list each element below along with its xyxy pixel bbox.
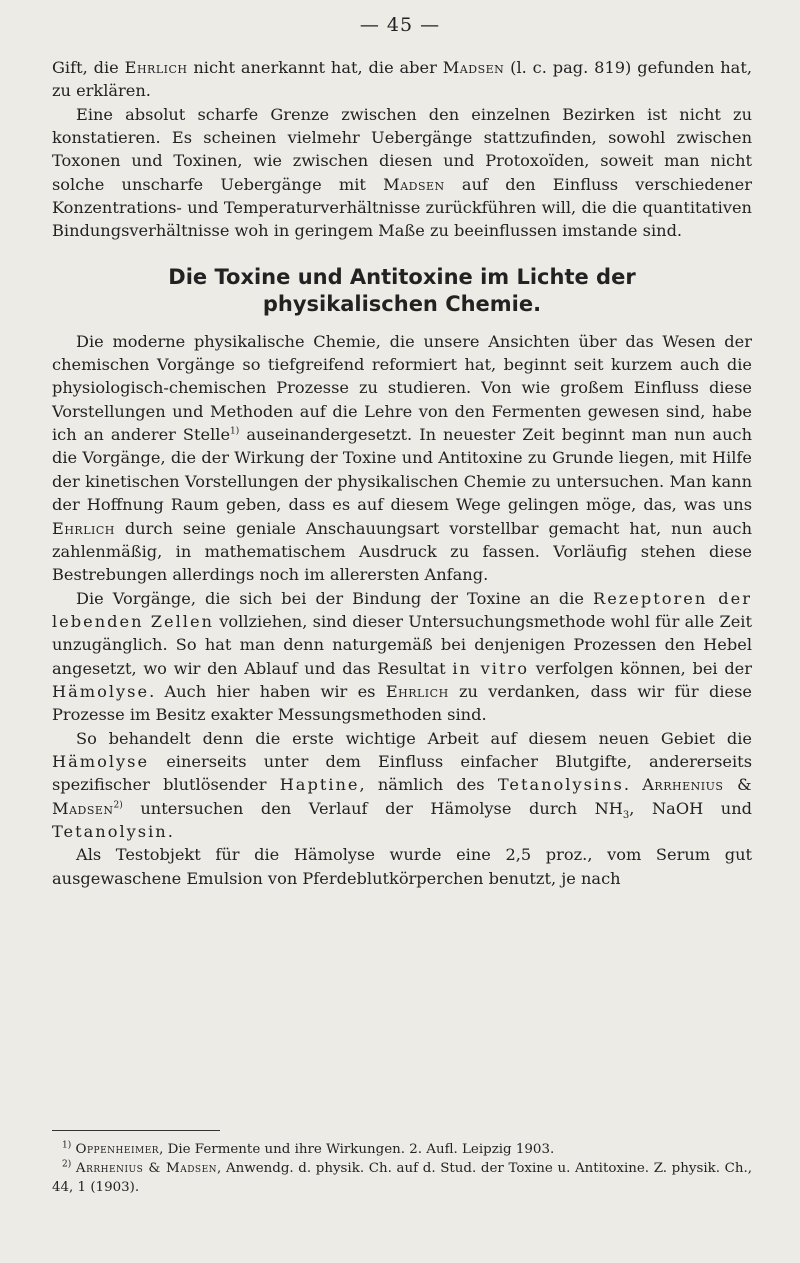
- heading-line-1: Die Toxine und Antitoxine im Lichte der: [168, 264, 636, 289]
- spaced-term: Haptine: [279, 775, 360, 795]
- footnote-divider: [52, 1130, 220, 1131]
- section-heading: [52, 264, 752, 318]
- footnote-author: Arrhenius & Madsen: [75, 1161, 218, 1176]
- footnote-ref-1: 1): [230, 426, 240, 437]
- spaced-term: Tetanolysin: [52, 821, 168, 841]
- text-run: .: [623, 775, 643, 795]
- footnotes: [52, 1140, 752, 1197]
- footnote-ref-2: 2): [113, 800, 123, 811]
- text-run: So behandelt denn die erste wichtige Arbeit auf diesem neuen Gebiet die: [76, 728, 752, 748]
- text-run: .: [167, 821, 173, 841]
- author-name: Madsen: [442, 58, 505, 77]
- main-text: [52, 56, 752, 890]
- paragraph-1: [52, 56, 752, 103]
- author-name: Arrhenius & Madsen: [52, 775, 752, 818]
- subscript: 3: [622, 809, 630, 821]
- text-run: nicht anerkannt hat, die aber: [187, 58, 443, 77]
- text-run: Gift, die: [52, 58, 125, 77]
- text-run: untersuchen den Verlauf der Hämolyse durch NH: [122, 798, 623, 818]
- footnote-mark: 2): [62, 1159, 72, 1170]
- paragraph-4: [52, 587, 752, 727]
- text-run: durch seine geniale Anschauungsart vorstellbar gemacht hat, nun auch zahlenmäßig, in mathematischem Ausdruck zu fassen. Vorläufig stehen diese Bestrebungen allerdings noch im allerersten Anfang.: [52, 518, 752, 585]
- author-name: Ehrlich: [52, 518, 115, 538]
- text-run: einerseits unter dem Einfluss einfacher Blutgifte, andererseits spezifischer blutlösender: [52, 751, 752, 795]
- text-run: auf den Einfluss verschiedener Konzentrations- und Temperaturverhältnisse zurückführen will, die die quantitativen Bindungsverhältnisse woh in geringem Maße zu beeinflussen imstande sind.: [52, 174, 752, 241]
- text-run: , nämlich des: [359, 775, 498, 795]
- spaced-term: Rezeptoren der lebenden Zellen: [52, 588, 752, 631]
- spaced-term: Hämolyse: [52, 751, 150, 771]
- text-run: Die moderne physikalische Chemie, die unsere Ansichten über das Wesen der chemischen Vorgänge so tiefgreifend reformiert hat, beginnt seit kurzem auch die physiologisch-chemischen Prozesse zu studieren. Von wie großem Einfluss diese Vorstellungen und Methoden auf die Lehre von den Fermenten gewesen sind, habe ich an anderer Stelle: [52, 331, 752, 445]
- text-run: Eine absolut scharfe Grenze zwischen den einzelnen Bezirken ist nicht zu konstatieren. Es scheinen vielmehr Uebergänge stattzufinden, sowohl zwischen Toxonen und Toxinen, wie zwischen diesen und Protoxoïden, soweit man nicht solche unscharfe Uebergänge mit: [52, 104, 752, 194]
- spaced-term: Tetanolysins: [497, 775, 624, 795]
- text-run: , NaOH und: [629, 798, 752, 818]
- text-run: auseinandergesetzt. In neuester Zeit beginnt man nun auch die Vorgänge, die der Wirkung der Toxine und Antitoxine zu Grunde liegen, mit Hilfe der kinetischen Vorstellungen der physikalischen Chemie zu untersuchen. Man kann der Hoffnung Raum geben, dass es auf diesem Wege gelingen möge, das, was uns: [52, 425, 752, 515]
- author-name: Madsen: [383, 174, 445, 194]
- footnote-text: , Die Fermente und ihre Wirkungen. 2. Aufl. Leipzig 1903.: [159, 1142, 555, 1157]
- author-name: Ehrlich: [385, 681, 449, 701]
- footnote-1: [52, 1140, 752, 1159]
- paragraph-6: [52, 843, 752, 890]
- footnote-text: , Anwendg. d. physik. Ch. auf d. Stud. der Toxine u. Antitoxine. Z. physik. Ch., 44, 1 (1903).: [52, 1161, 753, 1195]
- text-run: Die Vorgänge, die sich bei der Bindung der Toxine an die: [76, 588, 594, 608]
- text-run: verfolgen können, bei der: [528, 658, 752, 678]
- text-run: Als Testobjekt für die Hämolyse wurde eine 2,5 proz., vom Serum gut ausgewaschene Emulsion von Pferdeblutkörperchen benutzt, je nach: [52, 845, 752, 888]
- paragraph-2: [52, 103, 752, 243]
- text-run: . Auch hier haben wir es: [149, 681, 386, 701]
- paragraph-3: [52, 330, 752, 587]
- text-run: (l. c. pag. 819) gefunden hat, zu erklären.: [52, 58, 752, 101]
- text-run: vollziehen, sind dieser Untersuchungsmethode wohl für alle Zeit unzugänglich. So hat man denn naturgemäß bei denjenigen Prozessen den Hebel angesetzt, wo wir den Ablauf und das Resultat: [52, 611, 752, 678]
- author-name: Ehrlich: [124, 58, 188, 77]
- footnote-mark: 1): [62, 1140, 72, 1151]
- footnote-2: [52, 1159, 752, 1197]
- text-run: zu verdanken, dass wir für diese Prozesse im Besitz exakter Messungsmethoden sind.: [52, 681, 752, 725]
- spaced-term: Hämolyse: [52, 681, 150, 701]
- paragraph-5: [52, 727, 752, 844]
- spaced-term: in vitro: [452, 658, 529, 678]
- footnote-author: Oppenheimer: [75, 1142, 160, 1157]
- page-number: — 45 —: [359, 14, 441, 36]
- heading-line-2: physikalischen Chemie.: [262, 291, 542, 316]
